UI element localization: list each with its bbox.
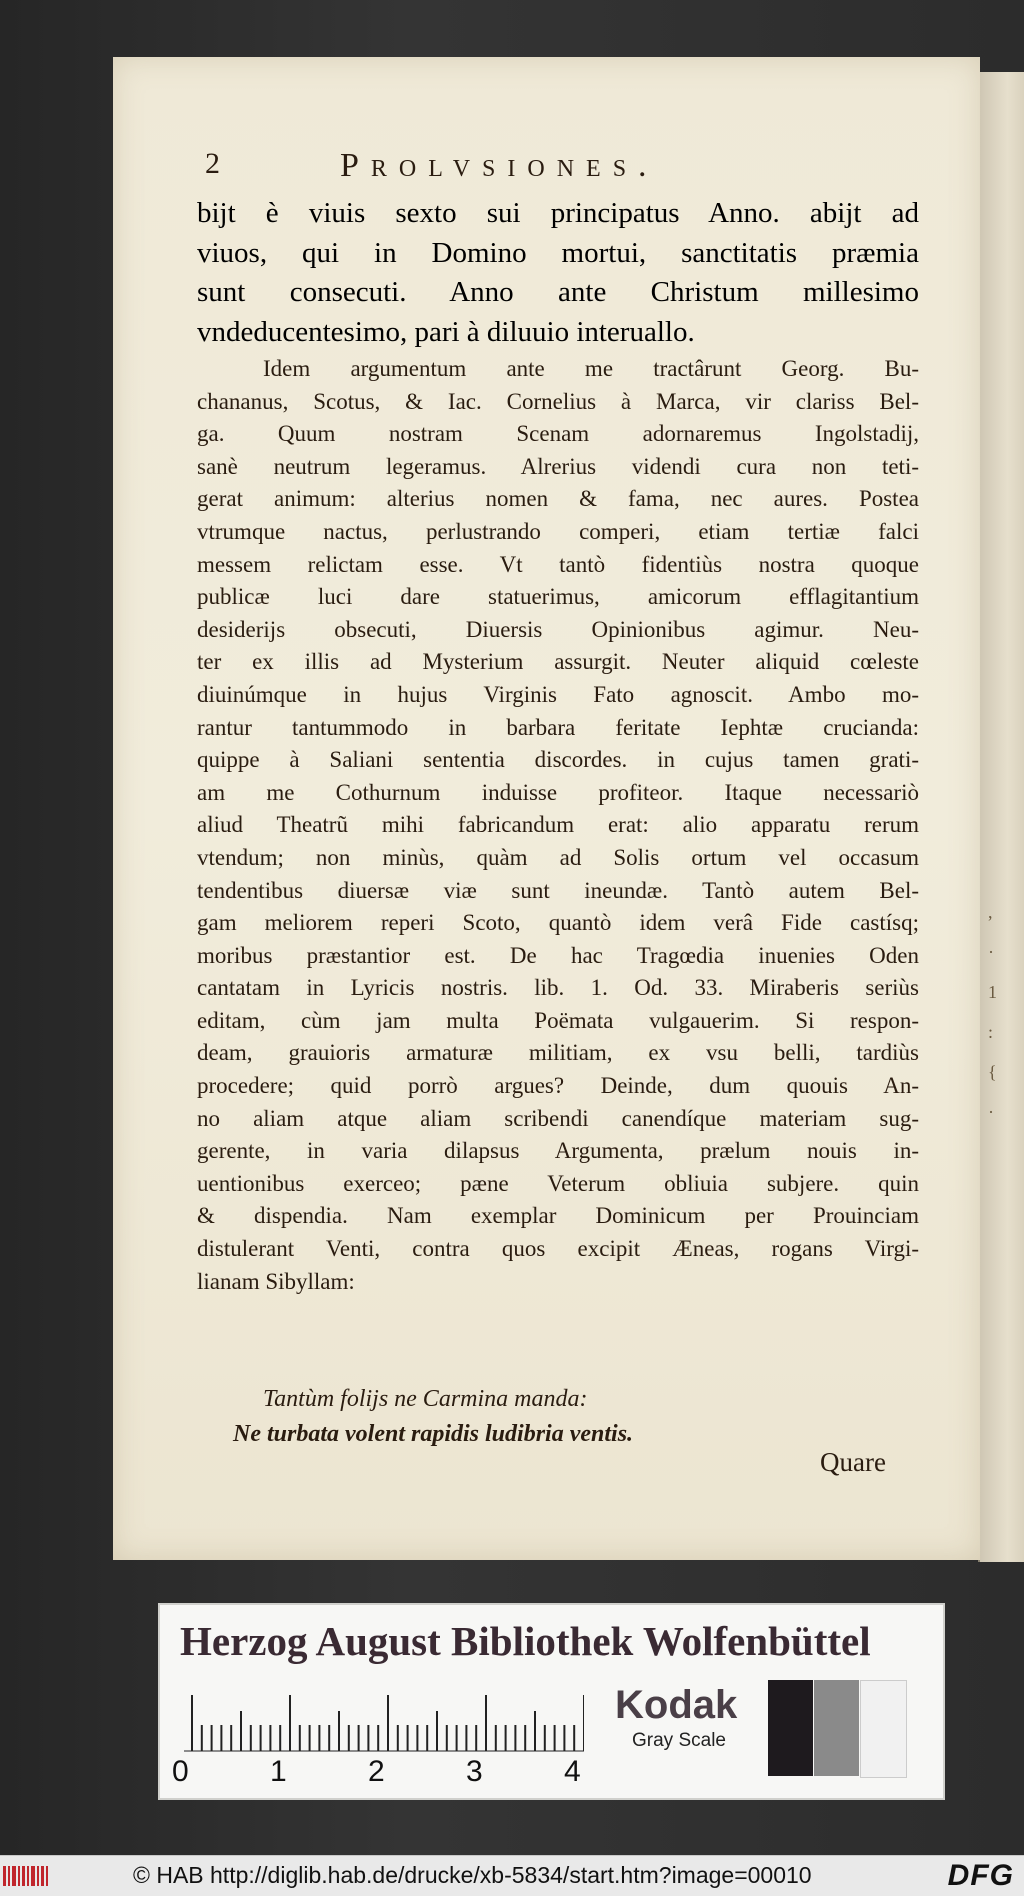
body-line: diuinúmque in hujus Virginis Fato agnoscit. Ambo mo-: [197, 681, 919, 707]
catchword: Quare: [820, 1447, 886, 1477]
body-line: & dispendia. Nam exemplar Dominicum per Prouinciam: [197, 1203, 919, 1229]
body-line: no aliam atque aliam scribendi canendíque materiam sug-: [197, 1105, 919, 1131]
gray-scale-label: Gray Scale: [632, 1730, 726, 1751]
ruler-scale: [184, 1693, 584, 1753]
adjacent-page-marks: , · 1 : { ·: [988, 902, 997, 1122]
page-number: 2: [205, 147, 230, 180]
source-url-text[interactable]: © HAB http://diglib.hab.de/drucke/xb-5834/start.htm?image=00010: [133, 1862, 812, 1888]
body-line: Idem argumentum ante me tractârunt Georg. Bu-: [263, 356, 919, 381]
gray-patch-black: [768, 1680, 813, 1776]
body-line: cantatam in Lyricis nostris. lib. 1. Od. 33. Miraberis seriùs: [197, 975, 919, 1001]
lead-line: viuos, qui in Domino mortui, sanctitatis præmia: [197, 236, 919, 269]
body-line: deam, grauioris armaturæ militiam, ex vsu belli, tardiùs: [197, 1040, 919, 1066]
running-header: [205, 147, 905, 187]
gray-patch-white: [860, 1680, 907, 1778]
book-page: [113, 57, 980, 1560]
body-line: aliud Theatrũ mihi fabricandum erat: alio apparatu rerum: [197, 812, 919, 838]
adjacent-page-edge: [978, 72, 1024, 1562]
body-line: gam meliorem reperi Scoto, quantò idem verâ Fide castísq;: [197, 910, 919, 936]
body-line: editam, cùm jam multa Poëmata vulgauerim. Si respon-: [197, 1007, 919, 1033]
body-line: messem relictam esse. Vt tantò fidentiùs nostra quoque: [197, 551, 919, 577]
body-line: procedere; quid porrò argues? Deinde, dum quouis An-: [197, 1073, 919, 1099]
body-line: uentionibus exerceo; pæne Veterum obliuia subjere. quin: [197, 1170, 919, 1196]
body-line: vtrumque nactus, perlustrando comperi, etiam tertiæ falci: [197, 518, 919, 544]
barcode-logo-icon: [3, 1864, 49, 1888]
verse-line: Tantùm folijs ne Carmina manda:: [263, 1386, 588, 1412]
ruler-numbers: [172, 1755, 581, 1791]
ruler-number: 1: [270, 1755, 287, 1788]
ruler-number: 2: [368, 1755, 385, 1788]
lead-line: bijt è viuis sexto sui principatus Anno. abijt ad: [197, 197, 919, 229]
body-line: tendentibus diuersæ viæ sunt ineundæ. Tantò autem Bel-: [197, 877, 919, 903]
body-line: chananus, Scotus, & Iac. Cornelius à Marca, vir clariss Bel-: [197, 388, 919, 414]
viewer-status-bar: [0, 1855, 1024, 1896]
body-line: gerente, in varia dilapsus Argumenta, prælum nouis in-: [197, 1138, 919, 1164]
body-line: distulerant Venti, contra quos excipit Æneas, rogans Virgi-: [197, 1236, 919, 1262]
dfg-logo: DFG: [947, 1859, 1014, 1892]
verse-quotation: [233, 1382, 833, 1452]
body-line: lianam Sibyllam:: [197, 1268, 355, 1294]
lead-line: vndeducentesimo, pari à diluuio interuallo.: [197, 315, 695, 348]
gray-patch-mid: [814, 1680, 859, 1776]
ruler-number: 4: [564, 1755, 581, 1788]
body-line: rantur tantummodo in barbara feritate Iephtæ crucianda:: [197, 714, 919, 740]
institution-name: Herzog August Bibliothek Wolfenbüttel: [180, 1618, 871, 1664]
body-line: ter ex illis ad Mysterium assurgit. Neuter aliquid cœleste: [197, 649, 919, 675]
body-line: vtendum; non minùs, quàm ad Solis ortum vel occasum: [197, 844, 919, 870]
color-reference-card: [158, 1603, 945, 1800]
body-line: quippe à Saliani sententia discordes. in cujus tamen grati-: [197, 747, 919, 773]
body-paragraph: [197, 353, 919, 1298]
body-line: gerat animum: alterius nomen & fama, nec aures. Postea: [197, 486, 919, 512]
body-line: moribus præstantior est. De hac Tragœdia inuenies Oden: [197, 942, 919, 968]
lead-paragraph: [197, 194, 919, 352]
lead-line: sunt consecuti. Anno ante Christum millesimo: [197, 276, 919, 308]
body-line: sanè neutrum legeramus. Alrerius videndi cura non teti-: [197, 453, 919, 479]
body-line: am me Cothurnum induisse profiteor. Itaque necessariò: [197, 779, 919, 805]
ruler-number: 0: [172, 1755, 189, 1788]
verse-line: Ne turbata volent rapidis ludibria ventis.: [233, 1421, 634, 1447]
running-head-title: Prolvsiones.: [340, 147, 659, 184]
kodak-brand: Kodak: [615, 1683, 738, 1727]
ruler-number: 3: [466, 1755, 483, 1788]
body-line: ga. Quum nostram Scenam adornaremus Ingolstadij,: [197, 421, 919, 447]
body-line: publicæ luci dare statuerimus, amicorum efflagitantium: [197, 584, 919, 610]
body-line: desiderijs obsecuti, Diuersis Opinionibus agimur. Neu-: [197, 616, 919, 642]
